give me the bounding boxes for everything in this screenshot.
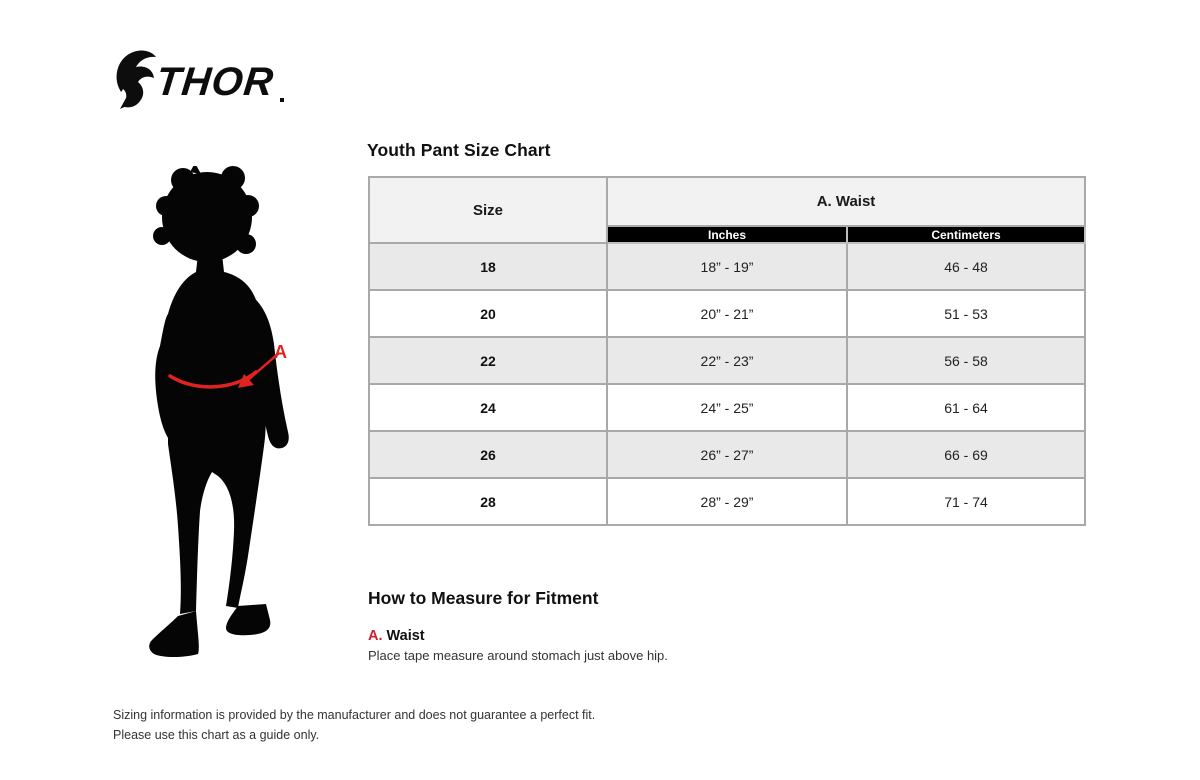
- table-header-row: [369, 177, 1085, 226]
- trademark-mark: [280, 98, 284, 102]
- centimeters-value: 46 - 48: [847, 243, 1085, 290]
- measure-item-title: [368, 627, 968, 645]
- column-header-centimeters: Centimeters: [847, 226, 1085, 243]
- annotation-label-a: A: [274, 342, 287, 362]
- table-row: [369, 384, 1085, 431]
- table-row: [369, 337, 1085, 384]
- inches-value: 24” - 25”: [607, 384, 847, 431]
- centimeters-value: 51 - 53: [847, 290, 1085, 337]
- column-header-size: Size: [369, 177, 607, 243]
- centimeters-value: 61 - 64: [847, 384, 1085, 431]
- inches-value: 20” - 21”: [607, 290, 847, 337]
- inches-value: 28” - 29”: [607, 478, 847, 525]
- measure-guide-section: [368, 588, 968, 663]
- centimeters-value: 66 - 69: [847, 431, 1085, 478]
- size-value: 22: [369, 337, 607, 384]
- inches-value: 22” - 23”: [607, 337, 847, 384]
- chart-title: Youth Pant Size Chart: [367, 140, 551, 160]
- goat-head-icon: [117, 50, 156, 109]
- size-value: 18: [369, 243, 607, 290]
- table-row: [369, 243, 1085, 290]
- measure-guide-item: [368, 627, 968, 663]
- column-group-header-waist: A. Waist: [607, 177, 1085, 226]
- sizing-disclaimer: [113, 705, 595, 745]
- size-value: 24: [369, 384, 607, 431]
- table-row: [369, 478, 1085, 525]
- centimeters-value: 56 - 58: [847, 337, 1085, 384]
- size-value: 26: [369, 431, 607, 478]
- measure-item-description: Place tape measure around stomach just above hip.: [368, 648, 668, 663]
- size-table: [368, 176, 1086, 526]
- table-row: [369, 431, 1085, 478]
- table-row: [369, 290, 1085, 337]
- size-value: 20: [369, 290, 607, 337]
- thor-logo: [112, 48, 290, 110]
- measure-guide-heading: How to Measure for Fitment: [368, 588, 599, 608]
- inches-value: 18” - 19”: [607, 243, 847, 290]
- disclaimer-line-2: Please use this chart as a guide only.: [113, 728, 320, 742]
- column-header-inches: Inches: [607, 226, 847, 243]
- child-silhouette: [149, 166, 289, 657]
- measure-item-label: Waist: [386, 628, 425, 644]
- centimeters-value: 71 - 74: [847, 478, 1085, 525]
- disclaimer-line-1: Sizing information is provided by the manufacturer and does not guarantee a perfect fit.: [113, 708, 596, 722]
- measure-item-key: A.: [368, 628, 383, 644]
- fit-figure-illustration: [138, 166, 310, 666]
- size-value: 28: [369, 478, 607, 525]
- inches-value: 26” - 27”: [607, 431, 847, 478]
- logo-wordmark: THOR: [154, 60, 277, 104]
